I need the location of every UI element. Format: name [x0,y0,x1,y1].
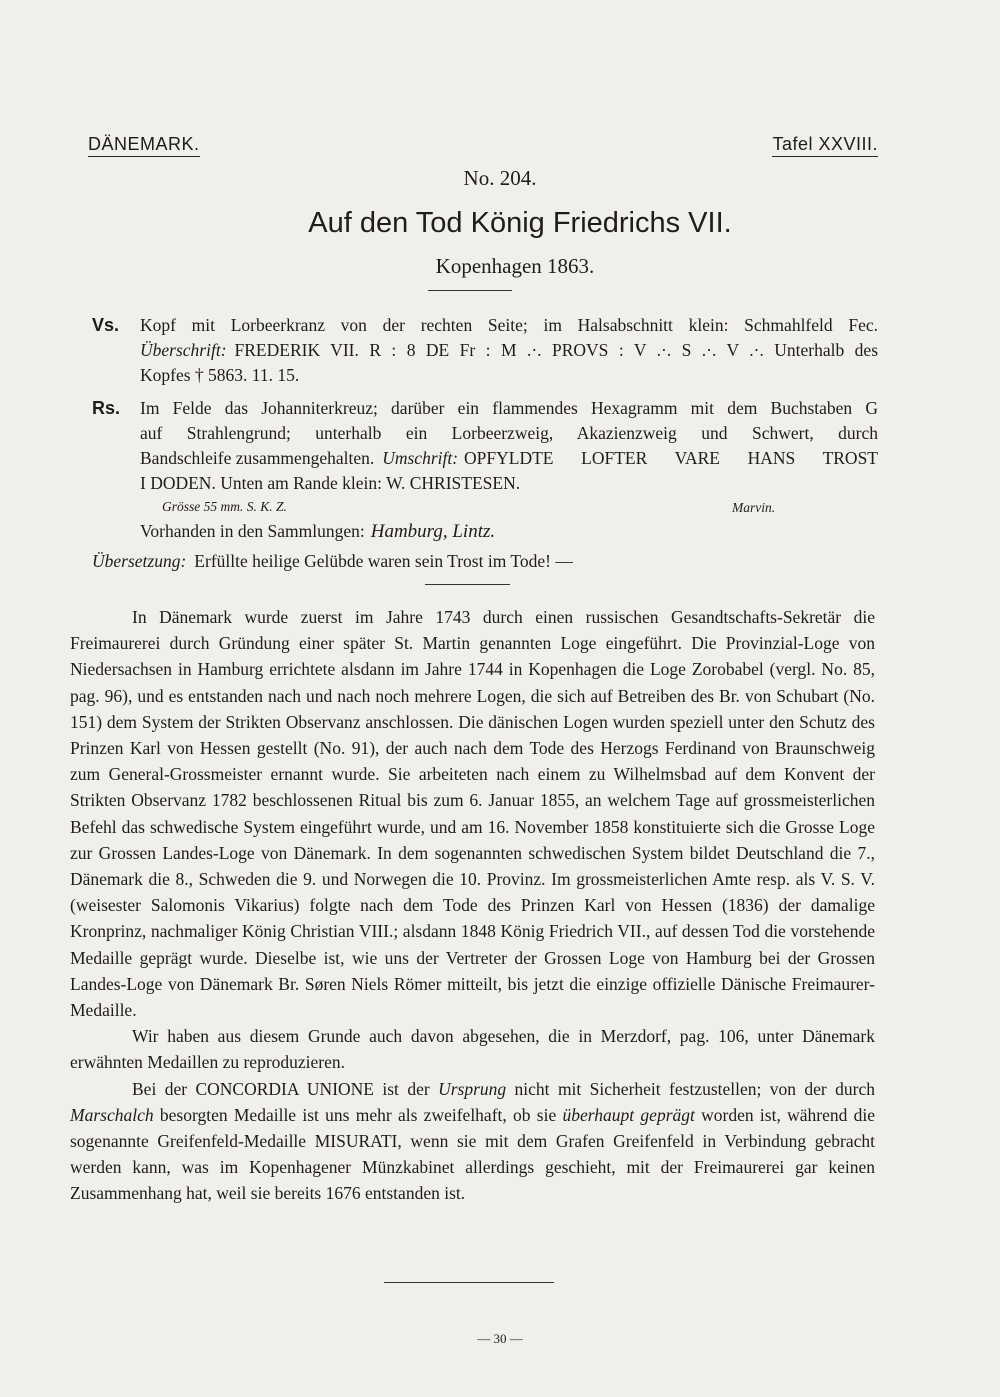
footer-divider [384,1282,554,1283]
obverse-line-1: Kopf mit Lorbeerkranz von der rechten Seite; im Halsabschnitt klein: Schmahlfeld Fec. [140,315,878,335]
page-number: — 30 — [477,1331,523,1346]
p3-gepraegt: überhaupt geprägt [562,1104,695,1125]
reverse-text: Bandschleife zusammengehalten. [140,448,375,468]
translation-label: Übersetzung: [92,551,187,571]
reverse-line-2: auf Strahlengrund; unterhalb ein Lorbeerzweig, Akazienzweig und Schwert, durch [140,423,878,443]
p3-text-e: besorgten Medaille ist uns mehr als zweifelhaft, ob sie [153,1104,563,1125]
p3-ursprung: Ursprung [438,1078,507,1099]
obverse-inscription-label: Überschrift: [140,340,227,360]
p3-text-a: Bei der CONCORDIA UNIONE ist der [132,1078,439,1099]
place-year: Kopenhagen 1863. [435,254,595,278]
section-divider [425,584,510,585]
body-text [70,604,875,1207]
header-country: DÄNEMARK. [88,134,200,157]
reverse-label: Rs. [92,398,121,418]
paragraph-2: Wir haben aus diesem Grunde auch davon abgesehen, die in Merzdorf, pag. 106, unter Dänemark erwähnten Medaillen zu reproduzieren. [70,1026,875,1073]
p3-marschalch: Marschalch [70,1104,154,1125]
reverse-inscription: OPFYLDTE LOFTER VARE HANS TROST [464,448,878,468]
page-title: Auf den Tod König Friedrichs VII. [308,207,732,239]
reverse-line-4: I DODEN. Unten am Rande klein: W. CHRISTESEN. [140,473,521,493]
translation-text: Erfüllte heilige Gelübde waren sein Trost im Tode! — [194,551,573,571]
collections-line [140,519,495,544]
collections-label: Vorhanden in den Sammlungen: [140,521,365,541]
obverse-inscription: FREDERIK VII. R : 8 DE Fr : M .·. PROVS : V .·. S .·. V .·. Unterhalb des [234,340,878,360]
medal-source: Marvin. [732,500,776,515]
ornament-divider [428,290,512,291]
p3-text-c: nicht mit Sicherheit festzustellen; von der durch [506,1078,876,1099]
entry-number: No. 204. [463,166,537,190]
p3-text-g: worden ist, während die sogenannte Greifenfeld-Medaille MISURATI, wenn sie mit dem Grafen Greifenfeld in Verbindung gebracht werden kann, was im Kopenhagener Münzkabinet allerdings geschieht, mit der Freimaurerei gar keinen Zusammenhang hat, weil sie bereits 1676 entstanden ist. [70,1104,875,1204]
obverse-line-3: Kopfes † 5863. 11. 15. [140,365,300,385]
header-plate: Tafel XXVIII. [772,134,878,157]
obverse-label: Vs. [92,315,120,335]
reverse-line-3 [140,446,878,471]
reverse-inscription-label: Umschrift: [382,448,459,468]
collections-value: Hamburg, Lintz. [370,521,496,542]
medal-size: Grösse 55 mm. S. K. Z. [162,499,287,514]
translation-line [92,549,573,574]
reverse-line-1: Im Felde das Johanniterkreuz; darüber ein flammendes Hexagramm mit dem Buchstaben G [140,398,878,418]
paragraph-3 [70,1076,875,1207]
obverse-line-2 [140,338,878,363]
paragraph-1: In Dänemark wurde zuerst im Jahre 1743 durch einen russischen Gesandtschafts-Sekretär die Freimaurerei durch Gründung einer später St. Martin genannten Loge eingeführt. Die Provinzial-Loge von Niedersachsen in Hamburg errichtete alsdann im Jahre 1744 in Kopenhagen die Loge Zorobabel (vergl. No. 85, pag. 96), und es entstanden nach und nach noch mehrere Logen, die sich auf Betreiben des Br. von Schubart (No. 151) dem System der Strikten Observanz anschlossen. Die dänischen Logen wurden speziell unter den Schutz des Prinzen Karl von Hessen gestellt (No. 91), der auch nach dem Tode des Herzogs Ferdinand von Braunschweig zum General-Grossmeister ernannt wurde. Sie arbeiteten nach einem zu Wilhelmsbad auf dem Konvent der Strikten Observanz 1782 beschlossenen Ritual bis zum 6. Januar 1855, an welchem Tage auf grossmeisterlichen Befehl das schwedische System eingeführt wurde, und am 16. November 1858 konstituierte sich die Grosse Loge zur Grossen Landes-Loge von Dänemark. In dem sogenannten schwedischen System bildet Deutschland die 7., Dänemark die 8., Schweden die 9. und Norwegen die 10. Provinz. Im grossmeisterlichen Amte resp. als V. S. V. (weisester Salomonis Vikarius) folgte nach dem Tode des Prinzen Karl von Hessen (1836) der damalige Kronprinz, nachmaliger König Christian VIII.; alsdann 1848 König Friedrich VII., auf dessen Tod die vorstehende Medaille geprägt wurde. Dieselbe ist, wie uns der Vertreter der Grossen Loge von Hamburg bei der Grossen Landes-Loge von Dänemark Br. Søren Niels Römer mitteilt, bis jetzt die einzige offizielle Dänische Freimaurer-Medaille. [70,607,875,1021]
